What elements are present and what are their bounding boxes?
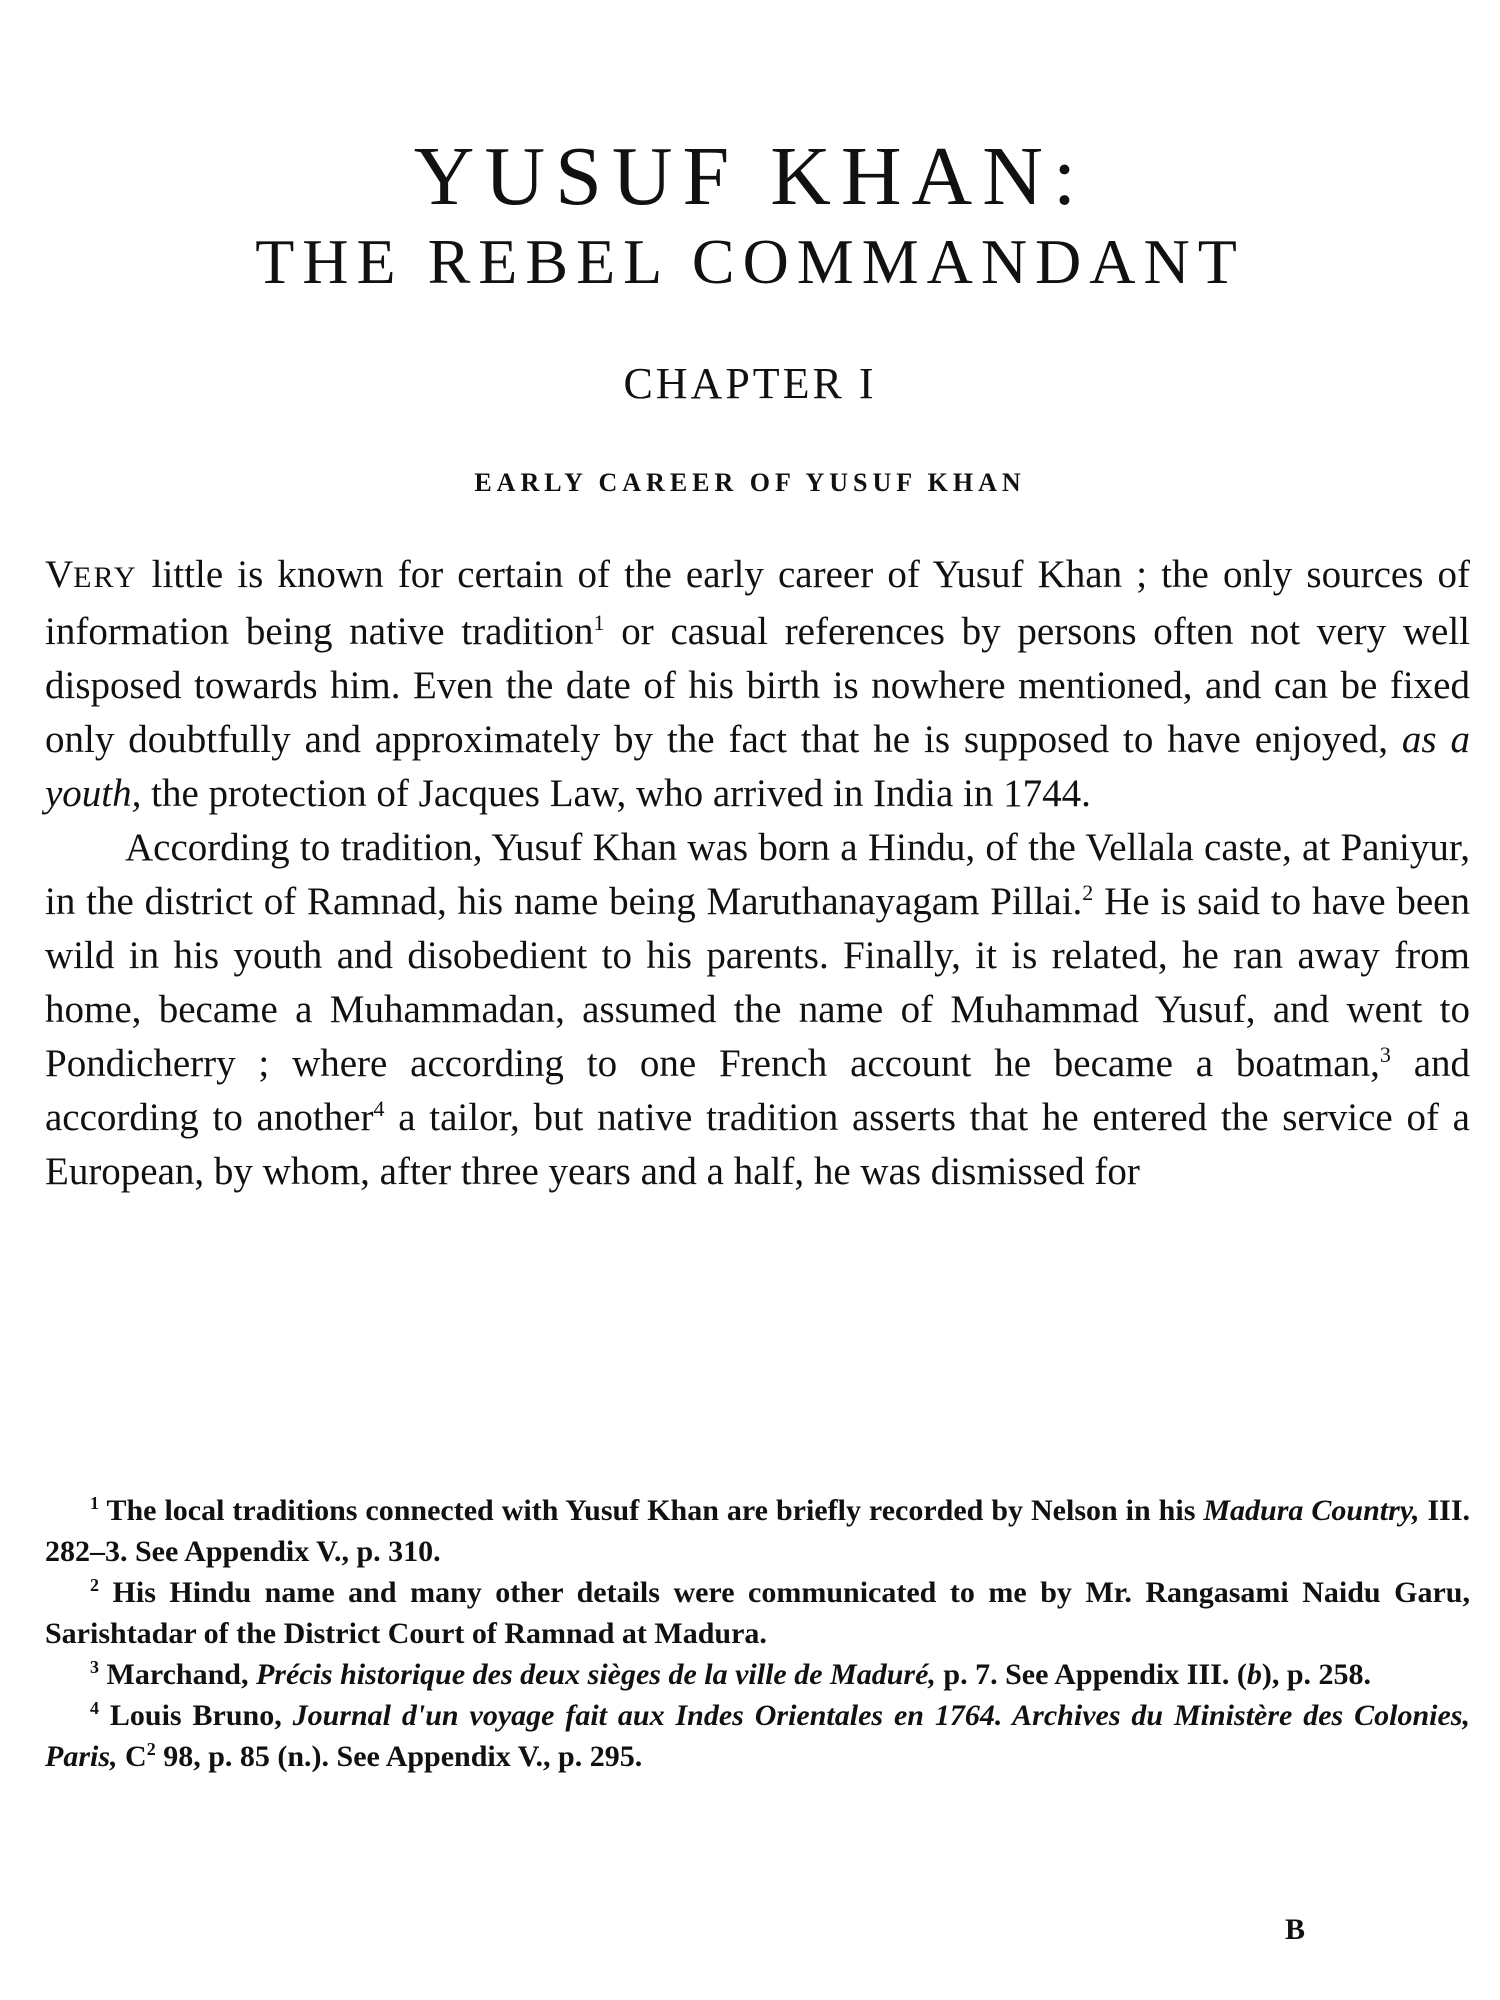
footnote-marker: 4 [90, 1698, 99, 1718]
paragraph-2-text-c: and according to another [45, 1042, 1470, 1139]
footnote-marker: 2 [90, 1575, 99, 1595]
footnote-text: Marchand, [99, 1658, 256, 1691]
chapter-heading: CHAPTER I [623, 359, 877, 408]
paragraph-2-text-d: a tailor, but native tradition asserts that he entered the service of a European, by whom, after three years and a half, he was dismissed for [45, 1096, 1470, 1193]
footnote-text: 98, p. 85 (n.). See Appendix V., p. 295. [155, 1740, 643, 1773]
footnote-ref-2: 2 [1082, 880, 1094, 905]
paragraph-2-text-b: He is said to have been wild in his youth and disobedient to his parents. Finally, it is related, he ran away from home, became a Muhammadan, assumed the name of Muhammad Yusuf, and went to Pondicherry ; where according to one French account he became a boatman, [45, 880, 1470, 1085]
footnote-ref-3: 3 [1379, 1042, 1391, 1067]
drop-initial: V [45, 553, 74, 596]
footnotes [45, 1490, 1470, 1777]
paragraph-1-emphasis: as a youth, [45, 718, 1470, 815]
footnote-superscript: 2 [146, 1739, 156, 1759]
paragraph-1-text-c: the protection of Jacques Law, who arrived in India in 1744. [141, 772, 1091, 815]
footnote-italic: Précis historique des deux sièges de la ville de Maduré, [255, 1658, 936, 1691]
chapter-subtitle: EARLY CAREER OF YUSUF KHAN [474, 468, 1026, 497]
book-title-line-1: YUSUF KHAN: [413, 130, 1087, 223]
paragraph-2 [45, 821, 1470, 1199]
paragraph-1-text-a: little is known for certain of the early career of Yusuf Khan ; the only sources of information being native tradition [45, 553, 1470, 653]
footnote-text: Louis Bruno, [99, 1699, 293, 1732]
footnote-marker: 1 [90, 1493, 99, 1513]
footnote-italic: Journal d'un voyage fait aux Indes Orientales en 1764. Archives du Ministère des Colonies, Paris, [45, 1699, 1470, 1773]
book-title-line-2: THE REBEL COMMANDANT [255, 226, 1245, 297]
footnote-text: III. 282–3. See Appendix V., p. 310. [45, 1494, 1470, 1568]
footnote-text: ), p. 258. [1261, 1658, 1372, 1691]
paragraph-2-text-a: According to tradition, Yusuf Khan was born a Hindu, of the Vellala caste, at Paniyur, in the district of Ramnad, his name being Maruthanayagam Pillai. [45, 826, 1470, 923]
small-caps-opening: ERY [73, 561, 138, 594]
footnote-4 [45, 1695, 1470, 1777]
footnote-text: The local traditions connected with Yusuf Khan are briefly recorded by Nelson in his [99, 1494, 1204, 1527]
footnote-text: C [117, 1740, 147, 1773]
footnote-marker: 3 [90, 1657, 99, 1677]
footnote-italic: Madura Country, [1203, 1494, 1420, 1527]
paragraph-1 [45, 548, 1470, 821]
footnote-italic: b [1246, 1658, 1262, 1691]
footnote-ref-4: 4 [373, 1096, 385, 1121]
footnote-ref-1: 1 [593, 610, 605, 635]
footnote-1 [45, 1490, 1470, 1572]
footnote-text: His Hindu name and many other details were communicated to me by Mr. Rangasami Naidu Garu, Sarishtadar of the District Court of Ramnad at Madura. [45, 1576, 1470, 1650]
signature-mark: B [1285, 1913, 1306, 1946]
footnote-text: p. 7. See Appendix III. ( [935, 1658, 1247, 1691]
chapter-body [45, 548, 1470, 1199]
footnote-2 [45, 1572, 1470, 1654]
footnote-3 [45, 1654, 1470, 1695]
paragraph-1-text-b: or casual references by persons often not very well disposed towards him. Even the date of his birth is nowhere mentioned, and can be fixed only doubtfully and approximately by the fact that he is supposed to have enjoyed, [45, 610, 1470, 761]
